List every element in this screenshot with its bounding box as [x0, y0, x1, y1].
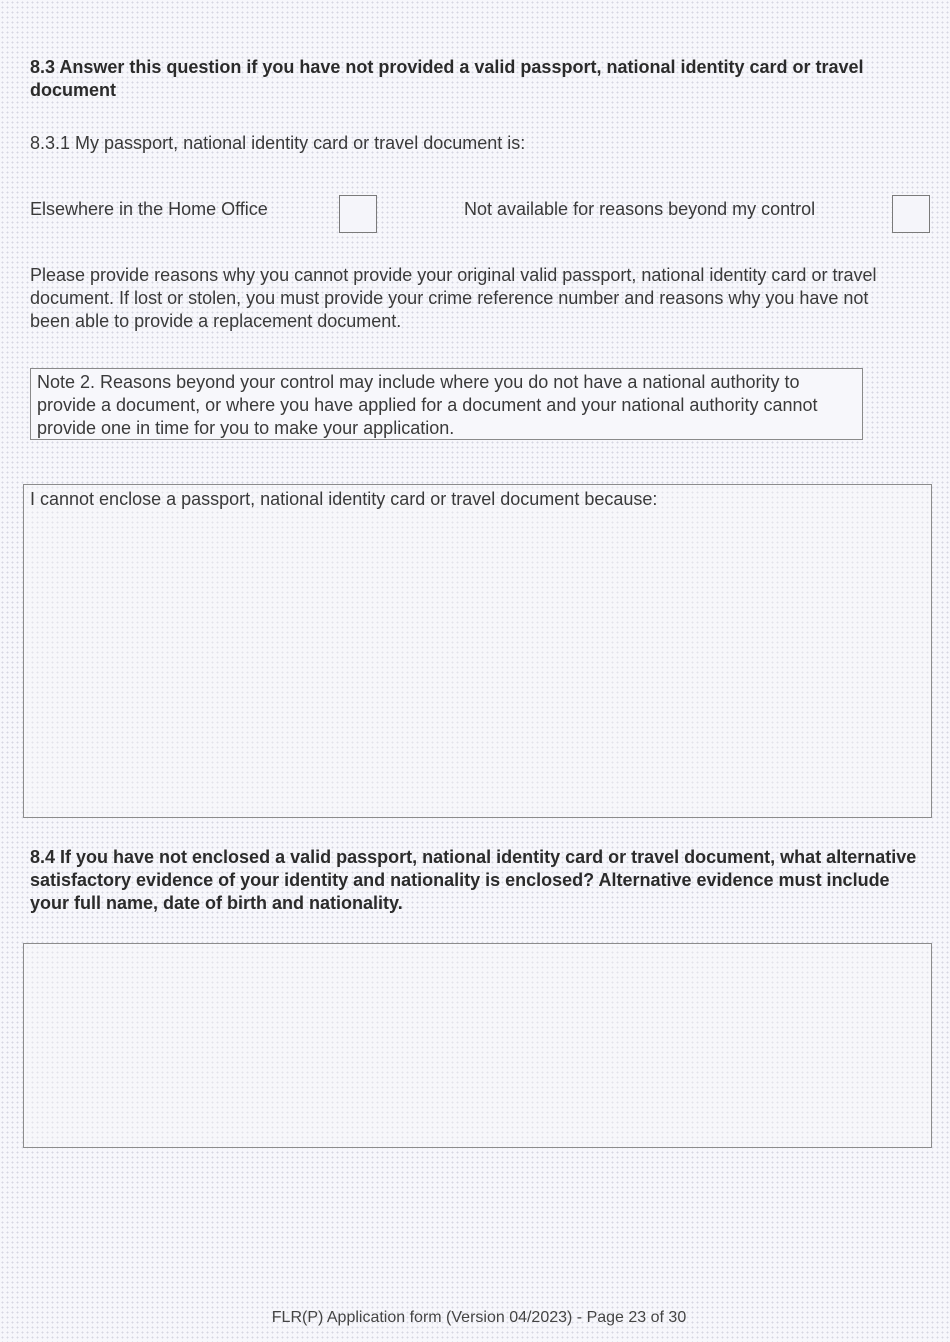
footer-text: FLR(P) Application form (Version 04/2023) - Page 23 of 30	[271, 1309, 687, 1326]
section-8-3-heading: 8.3 Answer this question if you have not provided a valid passport, national identity card or travel document	[30, 57, 864, 100]
option-home-office-checkbox[interactable]	[339, 195, 377, 233]
reason-textarea[interactable]	[23, 484, 932, 818]
reason-field-label: I cannot enclose a passport, national identity card or travel document because:	[30, 489, 658, 509]
page-footer	[0, 1308, 950, 1328]
question-8-3-1: 8.3.1 My passport, national identity card or travel document is:	[30, 133, 526, 153]
section-8-4-heading: 8.4 If you have not enclosed a valid passport, national identity card or travel document, what alternative satisfactory evidence of your identity and nationality is enclosed? Alternative evidence must include your full name, date of birth and nationality.	[30, 847, 917, 913]
note-2-box: Note 2. Reasons beyond your control may include where you do not have a national authority to provide a document, or where you have applied for a document and your national authority cannot provide one in time for you to make your application.	[30, 368, 863, 440]
instructions-paragraph: Please provide reasons why you cannot provide your original valid passport, national identity card or travel document. If lost or stolen, you must provide your crime reference number and reasons why you have not been able to provide a replacement document.	[30, 265, 877, 331]
option-beyond-control-label: Not available for reasons beyond my control	[464, 199, 816, 219]
evidence-textarea[interactable]	[23, 943, 932, 1148]
option-beyond-control-checkbox[interactable]	[892, 195, 930, 233]
option-home-office-label: Elsewhere in the Home Office	[30, 199, 268, 219]
